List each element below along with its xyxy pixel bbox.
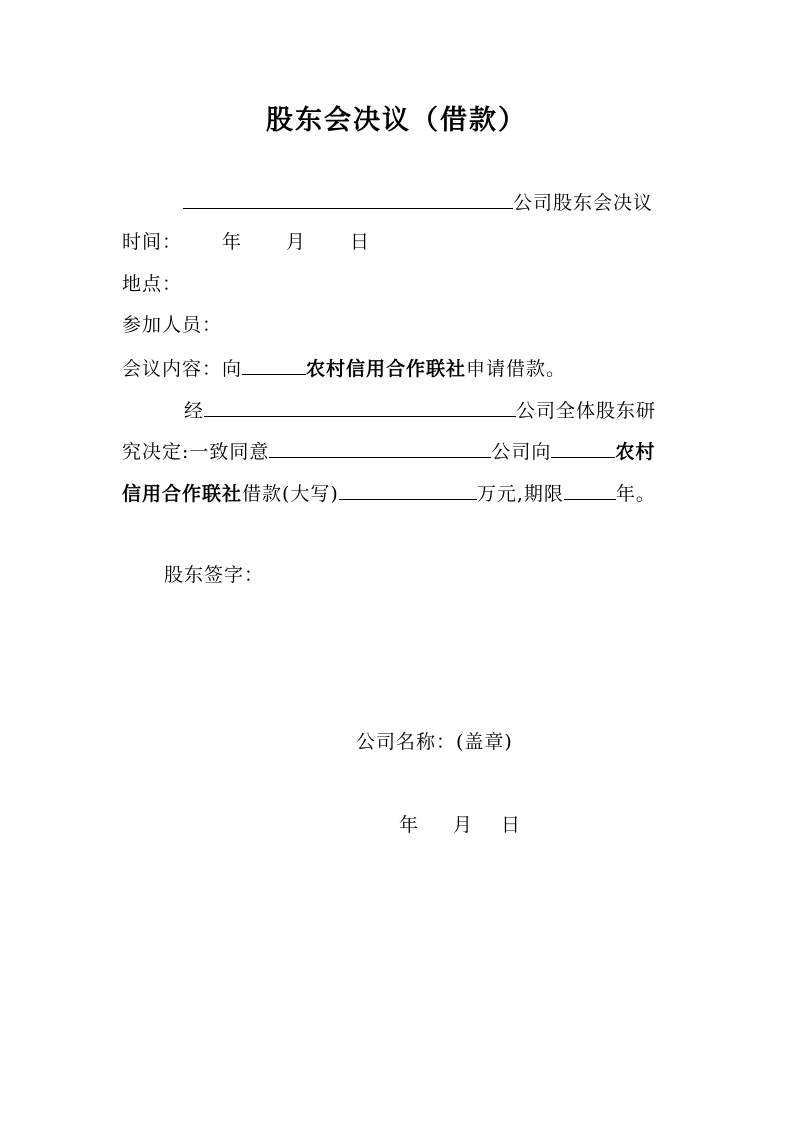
document-title: 股东会决议（借款） — [266, 105, 527, 136]
company-name-seal-label: 公司名称：(盖章) — [356, 731, 513, 753]
place-line — [122, 271, 182, 297]
bank-name: 农村信用合作联社 — [306, 358, 467, 380]
decision-company-blank — [269, 437, 491, 458]
company-seal-line — [356, 729, 513, 755]
place-label: 地点： — [122, 273, 183, 295]
bank-part2: 信用合作联社 — [122, 483, 243, 505]
heading-line — [183, 188, 653, 216]
shareholder-signature-label: 股东签字： — [164, 564, 265, 586]
attendees-label: 参加人员： — [122, 314, 223, 336]
term-blank — [564, 479, 616, 500]
time-line — [122, 229, 370, 255]
company-name-blank — [183, 188, 513, 209]
footer-day: 日 — [501, 814, 522, 836]
attendees-line — [122, 312, 222, 338]
loan-line — [122, 479, 656, 507]
decision-prefix: 究决定:一致同意 — [122, 441, 270, 463]
loan-caps-label: 借款(大写) — [242, 483, 339, 505]
apply-loan-text: 申请借款。 — [466, 358, 567, 380]
loan-amount-blank — [339, 479, 477, 500]
bank-part1: 农村 — [615, 441, 656, 463]
time-day: 日 — [350, 231, 371, 253]
footer-date-line — [399, 812, 521, 838]
heading-suffix: 公司股东会决议 — [513, 192, 654, 214]
time-year: 年 — [222, 231, 243, 253]
bank-prefix-blank-2 — [551, 437, 615, 458]
bank-prefix-blank — [242, 354, 306, 375]
footer-month: 月 — [453, 814, 474, 836]
company-to: 公司向 — [491, 441, 552, 463]
wan-yuan-term: 万元,期限 — [476, 483, 564, 505]
time-label: 时间： — [122, 231, 183, 253]
footer-year: 年 — [399, 814, 420, 836]
via-text: 经 — [184, 400, 205, 422]
signature-line — [164, 562, 264, 588]
time-month: 月 — [286, 231, 307, 253]
via-line — [184, 396, 656, 424]
company-all-shareholders: 公司全体股东研 — [516, 400, 657, 422]
content-line — [122, 354, 566, 382]
year-end: 年。 — [615, 483, 656, 505]
content-label: 会议内容：向 — [122, 358, 243, 380]
via-company-blank — [204, 396, 516, 417]
decision-line — [122, 437, 655, 465]
